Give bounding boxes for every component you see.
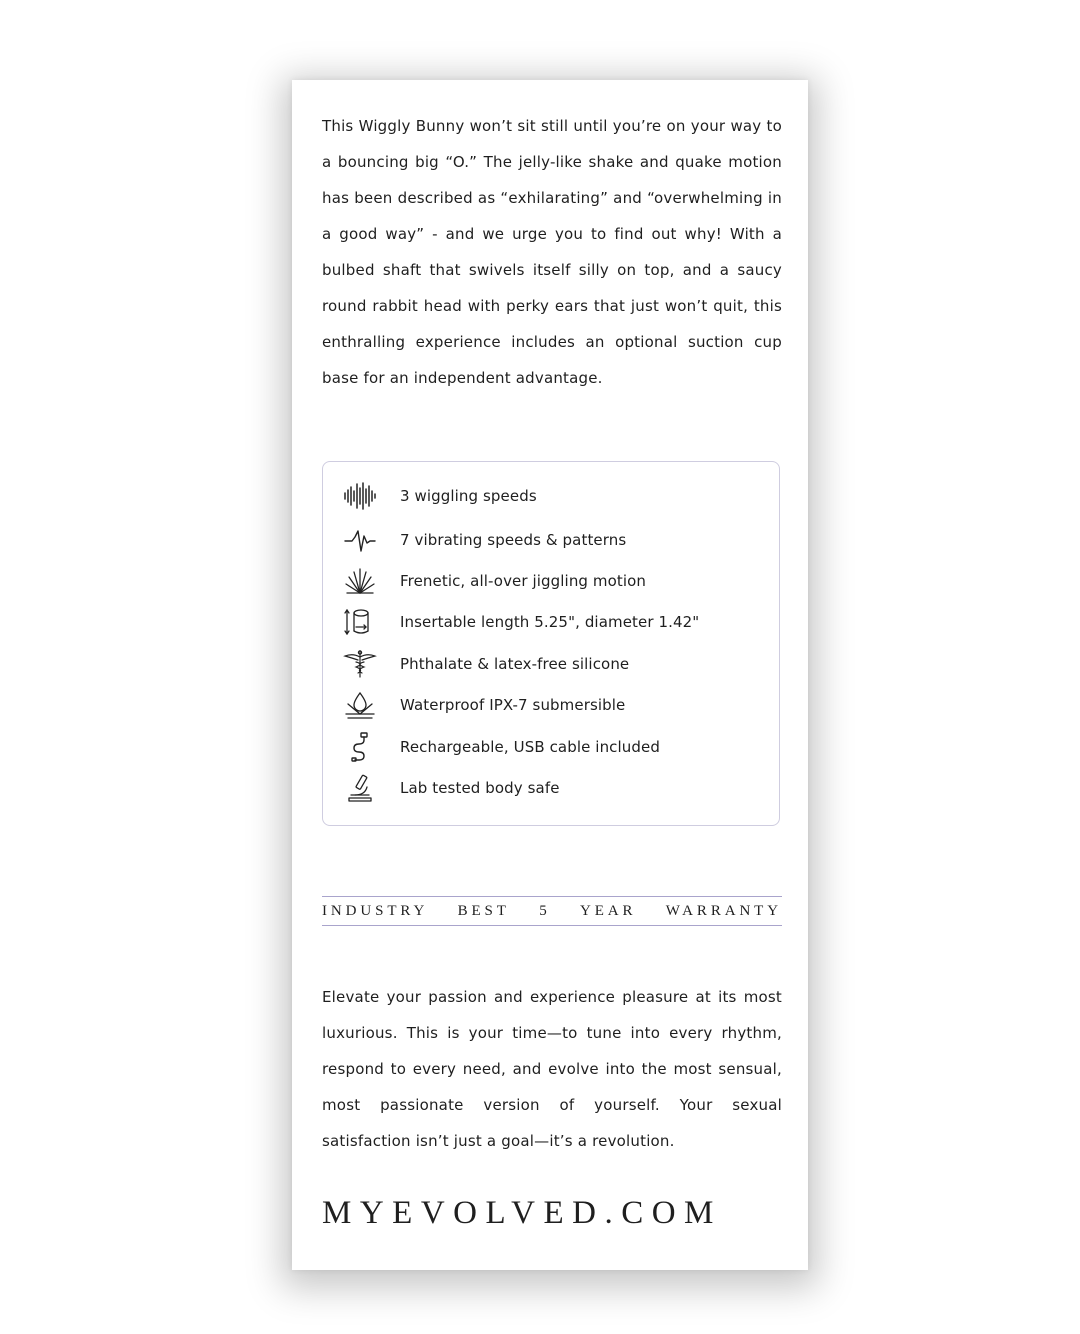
feature-item <box>343 479 537 513</box>
feature-label: 3 wiggling speeds <box>400 487 537 505</box>
cylinder-measure-icon <box>343 605 387 639</box>
feature-item <box>343 605 699 639</box>
warranty-word: WARRANTY <box>665 902 782 919</box>
feature-item <box>343 688 625 722</box>
usb-cable-icon <box>343 730 387 764</box>
closing-paragraph: Elevate your passion and experience pleasure at its most luxurious. This is your time—to tune into every rhythm, respond to every need, and evolve into the most sensual, most passionate version of yourself. Your sexual satisfaction isn’t just a goal—it’s a revolution. <box>322 988 782 1150</box>
microscope-icon <box>343 771 387 805</box>
feature-label: Lab tested body safe <box>400 779 560 797</box>
feature-label: Frenetic, all-over jiggling motion <box>400 572 647 590</box>
feature-item <box>343 730 660 764</box>
feature-item <box>343 564 646 598</box>
sound-wave-icon <box>343 479 387 513</box>
warranty-word: YEAR <box>579 902 637 919</box>
website-url: MYEVOLVED.COM <box>322 1195 722 1231</box>
warranty-word: BEST <box>457 902 510 919</box>
package-insert-card <box>292 80 808 1270</box>
feature-label: Phthalate & latex-free silicone <box>400 655 630 673</box>
feature-item <box>343 647 629 681</box>
warranty-banner <box>322 896 782 926</box>
warranty-word: 5 <box>539 902 551 919</box>
feature-label: Rechargeable, USB cable included <box>400 738 660 756</box>
caduceus-icon <box>343 647 387 681</box>
feature-label: Waterproof IPX-7 submersible <box>400 696 626 714</box>
pulse-icon <box>343 523 387 557</box>
feature-item <box>343 771 560 805</box>
warranty-word: INDUSTRY <box>322 902 429 919</box>
jiggle-burst-icon <box>343 564 387 598</box>
feature-label: Insertable length 5.25", diameter 1.42" <box>400 613 700 631</box>
water-drop-icon <box>343 688 387 722</box>
feature-item <box>343 523 626 557</box>
features-box <box>322 461 780 826</box>
intro-paragraph: This Wiggly Bunny won’t sit still until you’re on your way to a bouncing big “O.” The jelly-like shake and quake motion has been described as “exhilarating” and “overwhelming in a good way” - and we urge you to find out why! With a bulbed shaft that swivels itself silly on top, and a saucy round rabbit head with perky ears that just won’t quit, this enthralling experience includes an optional suction cup base for an independent advantage. <box>322 117 782 387</box>
feature-label: 7 vibrating speeds & patterns <box>400 531 627 549</box>
